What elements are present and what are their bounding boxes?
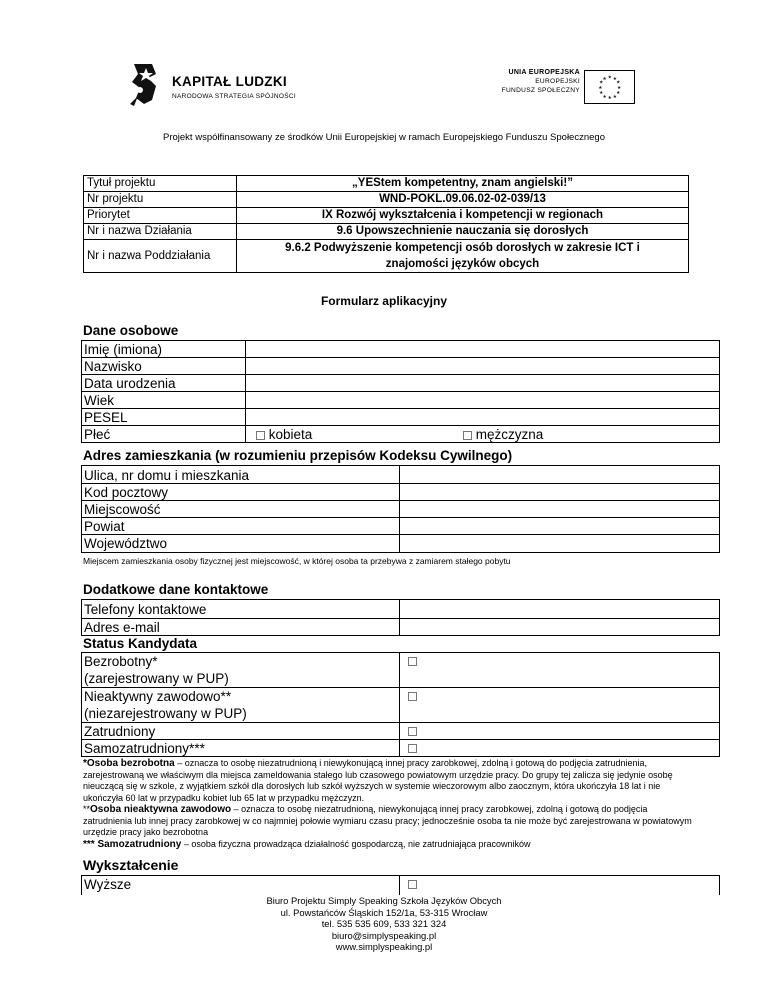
kl-title: KAPITAŁ LUDZKI (172, 74, 287, 89)
label-cell: Priorytet (84, 208, 237, 224)
sex-option-female[interactable] (256, 426, 312, 443)
table-row (84, 176, 689, 192)
svg-text:★: ★ (602, 94, 607, 100)
footer (0, 895, 768, 953)
svg-text:★: ★ (612, 94, 617, 100)
field-street: Ulica, nr domu i mieszkania (84, 468, 250, 483)
svg-text:★: ★ (602, 76, 607, 82)
note-self-employed (83, 839, 693, 851)
svg-text:★: ★ (598, 85, 603, 91)
status-inactive (84, 688, 247, 722)
value-cell (237, 240, 689, 273)
first-name-input[interactable] (246, 341, 719, 357)
county-input[interactable] (400, 518, 719, 534)
city-input[interactable] (400, 501, 719, 517)
eu-line1: UNIA EUROPEJSKA (508, 69, 580, 76)
note-unemployed (83, 758, 693, 804)
checkbox-icon[interactable] (463, 431, 472, 440)
checkbox-icon[interactable] (408, 727, 417, 736)
status-line1: Bezrobotny* (84, 654, 158, 669)
street-input[interactable] (400, 466, 719, 483)
eu-line3: FUNDUSZ SPOŁECZNY (501, 87, 580, 94)
svg-text:★: ★ (599, 80, 604, 86)
eu-flag-icon (584, 70, 635, 104)
voivodeship-input[interactable] (400, 535, 719, 553)
svg-text:★: ★ (616, 80, 621, 86)
phones-input[interactable] (400, 600, 719, 618)
pesel-input[interactable] (246, 409, 719, 425)
table-row (84, 192, 689, 208)
address-note: Miejscem zamieszkania osoby fizycznej jest miejscowość, w której osoba ta przebywa z zamiarem stałego pobytu (83, 556, 511, 566)
svg-text:★: ★ (616, 91, 621, 97)
field-birth-date: Data urodzenia (84, 376, 176, 391)
table-row (84, 224, 689, 240)
status-table (81, 652, 720, 757)
birth-date-input[interactable] (246, 375, 719, 391)
project-info-table (83, 175, 689, 273)
eu-line2: EUROPEJSKI (535, 78, 580, 85)
checkbox-icon[interactable] (408, 657, 417, 666)
eu-logo (480, 68, 640, 108)
last-name-input[interactable] (246, 358, 719, 374)
status-heading: Status Kandydata (83, 636, 198, 651)
status-employed: Zatrudniony (84, 724, 156, 739)
note-bold: Osoba nieaktywna zawodowo (90, 804, 232, 815)
checkbox-icon[interactable] (408, 692, 417, 701)
cofinancing-note: Projekt współfinansowany ze środków Unii Europejskiej w ramach Europejskiego Funduszu Społecznego (163, 132, 605, 143)
contact-heading: Dodatkowe dane kontaktowe (83, 582, 269, 597)
svg-text:★: ★ (599, 91, 604, 97)
note-text: – osoba fizyczna prowadząca działalność gospodarczą, nie zatrudniająca pracowników (181, 838, 531, 849)
field-pesel: PESEL (84, 410, 128, 425)
svg-text:★: ★ (617, 85, 622, 91)
email-input[interactable] (400, 619, 719, 636)
footer-line: ul. Powstańców Śląskich 152/1a, 53-315 Wrocław (280, 906, 488, 918)
field-first-name: Imię (imiona) (84, 342, 163, 357)
field-phones: Telefony kontaktowe (84, 602, 207, 617)
personal-heading: Dane osobowe (83, 323, 179, 338)
field-postal-code: Kod pocztowy (84, 485, 169, 500)
education-higher: Wyższe (84, 877, 132, 892)
checkbox-icon[interactable] (408, 880, 417, 889)
label-cell: Nr i nazwa Poddziałania (84, 240, 237, 273)
field-county: Powiat (84, 519, 125, 534)
status-line2: (niezarejestrowany w PUP) (84, 706, 247, 721)
field-city: Miejscowość (84, 502, 161, 517)
svg-text:★: ★ (607, 96, 612, 102)
field-voivodeship: Województwo (84, 536, 168, 551)
sex-option-male[interactable] (463, 426, 543, 443)
education-heading: Wykształcenie (83, 857, 179, 873)
status-line2: (zarejestrowany w PUP) (84, 671, 229, 686)
kapital-ludzki-emblem-icon (126, 60, 164, 108)
value-cell: „YEStem kompetentny, znam angielski!” (237, 176, 689, 192)
svg-text:★: ★ (612, 76, 617, 82)
value-line2: znajomości języków obcych (385, 258, 540, 270)
label-cell: Nr projektu (84, 192, 237, 208)
table-row (84, 208, 689, 224)
status-notes (83, 758, 693, 850)
note-prefix: ** (83, 804, 91, 814)
value-line1: 9.6.2 Podwyższenie kompetencji osób dorosłych w zakresie ICT i (285, 242, 640, 254)
label-cell: Nr i nazwa Działania (84, 224, 237, 240)
table-row (84, 240, 689, 273)
field-last-name: Nazwisko (84, 359, 142, 374)
value-cell: 9.6 Upowszechnienie nauczania się dorosłych (237, 224, 689, 240)
status-self-employed: Samozatrudniony*** (84, 741, 205, 756)
field-age: Wiek (84, 393, 114, 408)
checkbox-icon[interactable] (408, 744, 417, 753)
note-inactive (83, 804, 693, 839)
footer-email: biuro@simplyspeaking.pl (331, 929, 437, 941)
education-table (81, 875, 720, 895)
kl-subtitle: NARODOWA STRATEGIA SPÓJNOŚCI (172, 93, 296, 100)
footer-line: tel. 535 535 609, 533 321 324 (321, 918, 447, 929)
footer-website: www.simplyspeaking.pl (335, 941, 433, 952)
footer-line: Biuro Projektu Simply Speaking Szkoła Języków Obcych (266, 895, 502, 906)
value-cell: IX Rozwój wykształcenia i kompetencji w regionach (237, 208, 689, 224)
status-unemployed (84, 653, 229, 687)
note-bold: *** Samozatrudniony (83, 838, 182, 850)
field-email: Adres e-mail (84, 620, 160, 635)
label-cell: Tytuł projektu (84, 176, 237, 192)
svg-text:★: ★ (607, 75, 612, 81)
note-text: – oznacza to osobę niezatrudnioną i niewykonującą innej pracy zarobkowej, zdolną i gotową do podjęcia zatrudnienia, zarejestrowaną we właściwym dla miejsca zameldowania stałego lub czasowego powiatowym urzędzie pracy. Do grupy tej zalicza się jedynie osobę nieuczącą się w szkole, z wyjątkiem szkół dla dorosłych lub szkół wyższych w systemie wieczorowym albo zaocznym, która ukończyła 18 lat i nie ukończyła 60 lat w przypadku kobiet lub 65 lat w przypadku mężczyzn. (83, 758, 673, 803)
address-heading: Adres zamieszkania (w rozumieniu przepisów Kodeksu Cywilnego) (83, 448, 513, 463)
note-bold: *Osoba bezrobotna (83, 758, 175, 769)
status-line1: Nieaktywny zawodowo** (84, 689, 232, 704)
personal-data-table (81, 340, 720, 443)
note-text: – oznacza to osobę niezatrudnioną, niewykonującą innej pracy zarobkowej, zdolną i gotową do podjęcia zatrudnienia lub innej pracy zarobkowej w co najmniej połowie wymiaru czasu pracy; jednocześnie osoba ta nie może być zarejestrowana w powiatowym urzędzie pracy jako bezrobotna (83, 804, 692, 837)
contact-table (81, 599, 720, 636)
checkbox-icon[interactable] (256, 431, 265, 440)
option-label: mężczyzna (475, 427, 544, 442)
kapital-ludzki-logo (126, 60, 306, 110)
eu-text (502, 68, 580, 95)
field-sex: Płeć (84, 427, 111, 442)
postal-code-input[interactable] (400, 484, 719, 500)
option-label: kobieta (268, 427, 313, 442)
form-title: Formularz aplikacyjny (320, 294, 448, 308)
age-input[interactable] (246, 392, 719, 408)
value-cell: WND-POKL.09.06.02-02-039/13 (237, 192, 689, 208)
address-table (81, 465, 720, 553)
